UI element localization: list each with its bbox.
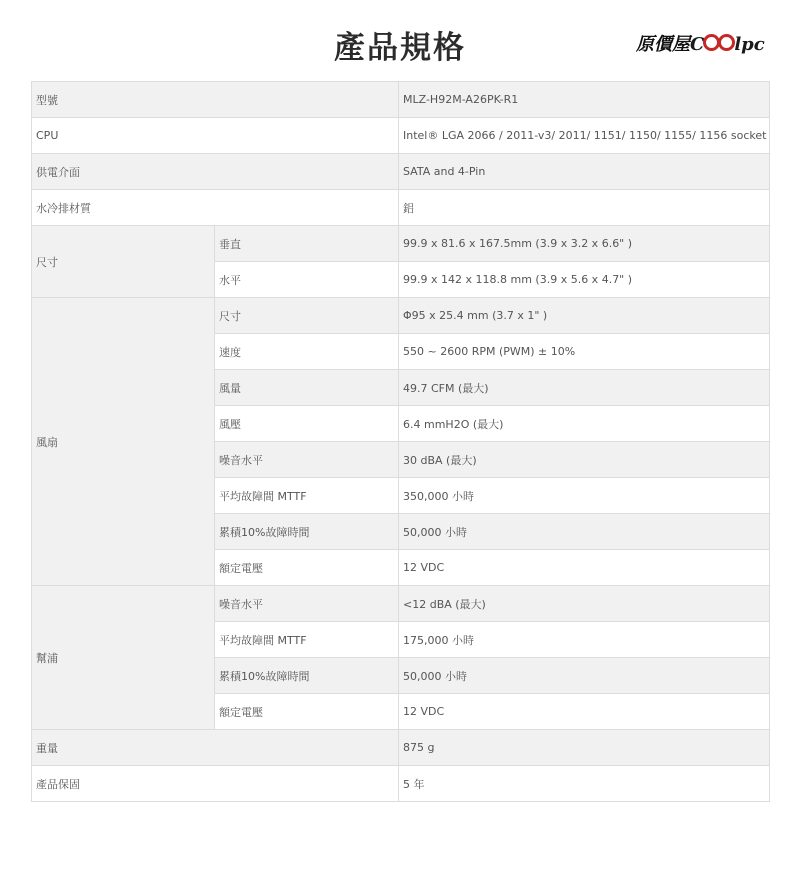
spec-sublabel: 噪音水平 <box>215 442 399 478</box>
spec-value: 350,000 小時 <box>399 478 770 514</box>
spec-sublabel: 平均故障間 MTTF <box>215 478 399 514</box>
spec-label: 水冷排材質 <box>32 190 399 226</box>
logo-ring-icon <box>718 34 735 51</box>
spec-sublabel: 速度 <box>215 334 399 370</box>
spec-label: 供電介面 <box>32 154 399 190</box>
spec-sublabel: 累積10%故障時間 <box>215 514 399 550</box>
spec-value: 12 VDC <box>399 550 770 586</box>
spec-value: <12 dBA (最大) <box>399 586 770 622</box>
spec-table <box>31 81 770 802</box>
brand-logo <box>636 30 765 56</box>
spec-value: 鋁 <box>399 190 770 226</box>
table-row <box>32 226 770 262</box>
spec-value: 12 VDC <box>399 694 770 730</box>
spec-sublabel: 風量 <box>215 370 399 406</box>
spec-sublabel: 累積10%故障時間 <box>215 658 399 694</box>
table-row <box>32 154 770 190</box>
spec-value: 99.9 x 81.6 x 167.5mm (3.9 x 3.2 x 6.6" ) <box>399 226 770 262</box>
spec-sublabel: 額定電壓 <box>215 694 399 730</box>
spec-label: 重量 <box>32 730 399 766</box>
spec-sublabel: 水平 <box>215 262 399 298</box>
spec-value: Φ95 x 25.4 mm (3.7 x 1" ) <box>399 298 770 334</box>
spec-value: 50,000 小時 <box>399 658 770 694</box>
spec-label: CPU <box>32 118 399 154</box>
spec-value: SATA and 4-Pin <box>399 154 770 190</box>
spec-value: MLZ-H92M-A26PK-R1 <box>399 82 770 118</box>
spec-value: 6.4 mmH2O (最大) <box>399 406 770 442</box>
spec-sublabel: 噪音水平 <box>215 586 399 622</box>
logo-brand-lpc: lpc <box>734 34 765 55</box>
spec-value: 50,000 小時 <box>399 514 770 550</box>
spec-sublabel: 額定電壓 <box>215 550 399 586</box>
spec-group-label: 風扇 <box>32 298 215 586</box>
table-row <box>32 586 770 622</box>
spec-sublabel: 平均故障間 MTTF <box>215 622 399 658</box>
spec-group-label: 尺寸 <box>32 226 215 298</box>
page-title: 產品規格 <box>334 30 466 66</box>
spec-sublabel: 風壓 <box>215 406 399 442</box>
spec-sublabel: 垂直 <box>215 226 399 262</box>
spec-value: 875 g <box>399 730 770 766</box>
logo-brand-c: C <box>690 34 705 55</box>
spec-value: 550 ~ 2600 RPM (PWM) ± 10% <box>399 334 770 370</box>
spec-value: 175,000 小時 <box>399 622 770 658</box>
spec-sublabel: 尺寸 <box>215 298 399 334</box>
spec-value: Intel® LGA 2066 / 2011-v3/ 2011/ 1151/ 1150/ 1155/ 1156 socket <box>399 118 770 154</box>
spec-value: 99.9 x 142 x 118.8 mm (3.9 x 5.6 x 4.7" ) <box>399 262 770 298</box>
spec-value: 30 dBA (最大) <box>399 442 770 478</box>
logo-prefix: 原價屋 <box>636 34 690 55</box>
table-row <box>32 118 770 154</box>
spec-value: 5 年 <box>399 766 770 802</box>
table-row <box>32 190 770 226</box>
spec-label: 產品保固 <box>32 766 399 802</box>
spec-group-label: 幫浦 <box>32 586 215 730</box>
table-row <box>32 730 770 766</box>
table-row <box>32 82 770 118</box>
table-row <box>32 298 770 334</box>
spec-value: 49.7 CFM (最大) <box>399 370 770 406</box>
table-row <box>32 766 770 802</box>
spec-label: 型號 <box>32 82 399 118</box>
